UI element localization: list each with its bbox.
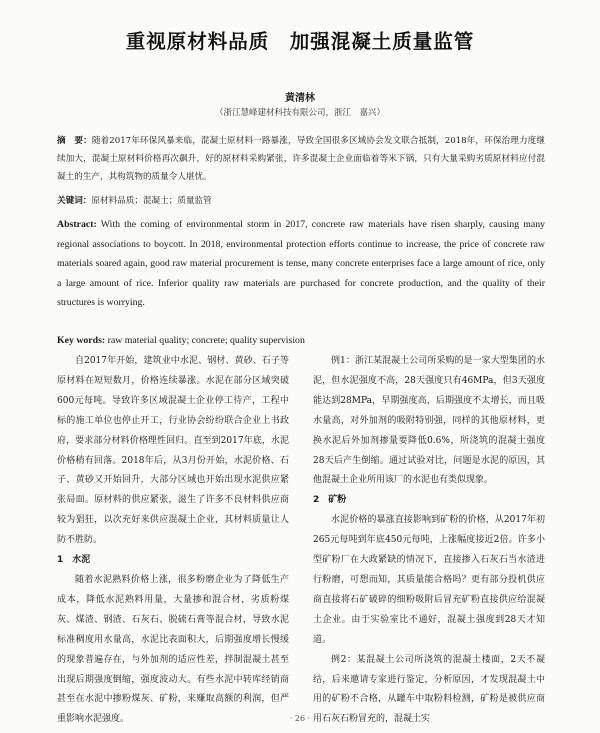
body-paragraph: 自2017年开始，建筑业中水泥、钢材、黄砂、石子等原材料在短短数月，价格连续暴涨。水泥在部分区域突破600元每吨。导致许多区域混凝土企业停工待产，工程中标的施工单位也停止开工，行业协会纷纷联合企业上书政府，要求部分材料价格理性回归。直至到2017年底，水泥价格稍有回落。2018年后，从3月份开始，水泥价格、石子、黄砂又开始回升，大部分区域也开始出现水泥供应紧张局面。原材料的供应紧张，滋生了许多不良材料供应商较为猖狂，以次充好来供应混凝土企业，其材料质量让人防不胜防。 (57, 356, 289, 546)
body-column-right (313, 352, 545, 730)
author-name: 黄清林 (285, 93, 315, 104)
abstract-en-text: With the coming of environmental storm in 2017, concrete raw materials have risen sharply, causing many regional associations to boycott. In 2018, environmental protection efforts continue to increase, the price of concrete raw materials soared again, good raw material procurement is tense, many concrete enterprises face a large amount of rice, only a large amount of rice. Inferior quality raw materials are purchased for concrete production, and the quality of their structures is worrying. (57, 219, 545, 308)
body-column-left (57, 352, 289, 730)
abstract-cn-label: 摘 要： (57, 136, 92, 146)
keywords-en-label: Key words: (57, 335, 106, 346)
keywords-cn-label: 关键词： (57, 196, 92, 206)
body-paragraph: 随着水泥熟料价格上涨，很多粉磨企业为了降低生产成本，降低水泥熟料用量，大量掺和混合材，劣质粉煤灰、煤渣、钢渣、石灰石、脱硫石膏等混合材，导致水泥标准稠度用水量高，水泥比表面积大，后期强度增长慢缓的现象普遍存在，与外加剂的适应性差，拌制混凝土甚至出现后期强度倒缩，强度波动大。有些水泥中转库经销商甚至在水泥中掺粉煤灰、矿粉，来赚取高额的利润，但严重影响水泥强度。 (57, 574, 289, 725)
body-paragraph: 水泥价格的暴涨直接影响到矿粉的价格，从2017年初265元每吨到年底450元每吨，上涨幅度接近2倍。许多小型矿粉厂在大政紧缺的情况下，直接掺入石灰石当水渣进行粉磨，可想而知，其质量能合格吗？更有部分投机供应商直接将石矿破碎的细粉吸附后冒充矿粉直接供应给混凝土企业。由于实验室比不通好，混凝土强度到28天才知道。 (313, 515, 545, 645)
abstract-cn-text: 随着2017年环保风暴来临，混凝土原材料一路暴涨，导致全国很多区域协会发文联合抵制，2018年，环保治理力度继续加大，混凝土原材料价格再次飙升，好的原材料采购紧张，许多混凝土企业面临着等米下锅，只有大量采购劣质原材料应付混凝土的生产，其构筑物的质量令人堪忧。 (57, 136, 545, 182)
keywords-cn-text: 原材料品质；混凝土；质量监管 (91, 196, 212, 206)
author-affiliation: （浙江慧峰建材科技有限公司，浙江 嘉兴） (214, 108, 385, 118)
abstract-en-label: Abstract: (57, 219, 97, 230)
article-title: 重视原材料品质 加强混凝土质量监管 (125, 30, 475, 53)
body-paragraph: 例2：某混凝土公司所浇筑的混凝土楼面，2天不凝结，后来邀请专家进行鉴定，分析原因，才发现混凝土中用的矿粉不合格，从罐车中取粉料检测，矿粉是被供应商用石灰石粉冒充的，混凝土实 (313, 654, 545, 725)
keywords-cn (57, 193, 545, 209)
section-heading-cement: 1 水泥 (57, 555, 91, 566)
keywords-en-text: raw material quality; concrete; quality supervision (107, 335, 305, 346)
page-number: · 26 · (289, 714, 311, 723)
body-paragraph: 例1：浙江某混凝土公司所采购的是一家大型集团的水泥，但水泥强度不高，28天强度只有46MPa，但3天强度能达到28MPa，早期强度高，后期强度不太增长，而且吸水量高，对外加剂的吸附特别强，同样的其他原材料，更换水泥后外加剂掺量要降低0.6%，所浇筑的混凝土强度28天后产生倒缩。通过试验对比，问题是水泥的原因，其他混凝土企业所用该厂的水泥也有类似现象。 (313, 356, 545, 486)
keywords-en (57, 333, 545, 349)
abstract-en (57, 215, 545, 313)
abstract-cn (57, 132, 545, 186)
section-heading-slag-powder: 2 矿粉 (313, 495, 347, 506)
